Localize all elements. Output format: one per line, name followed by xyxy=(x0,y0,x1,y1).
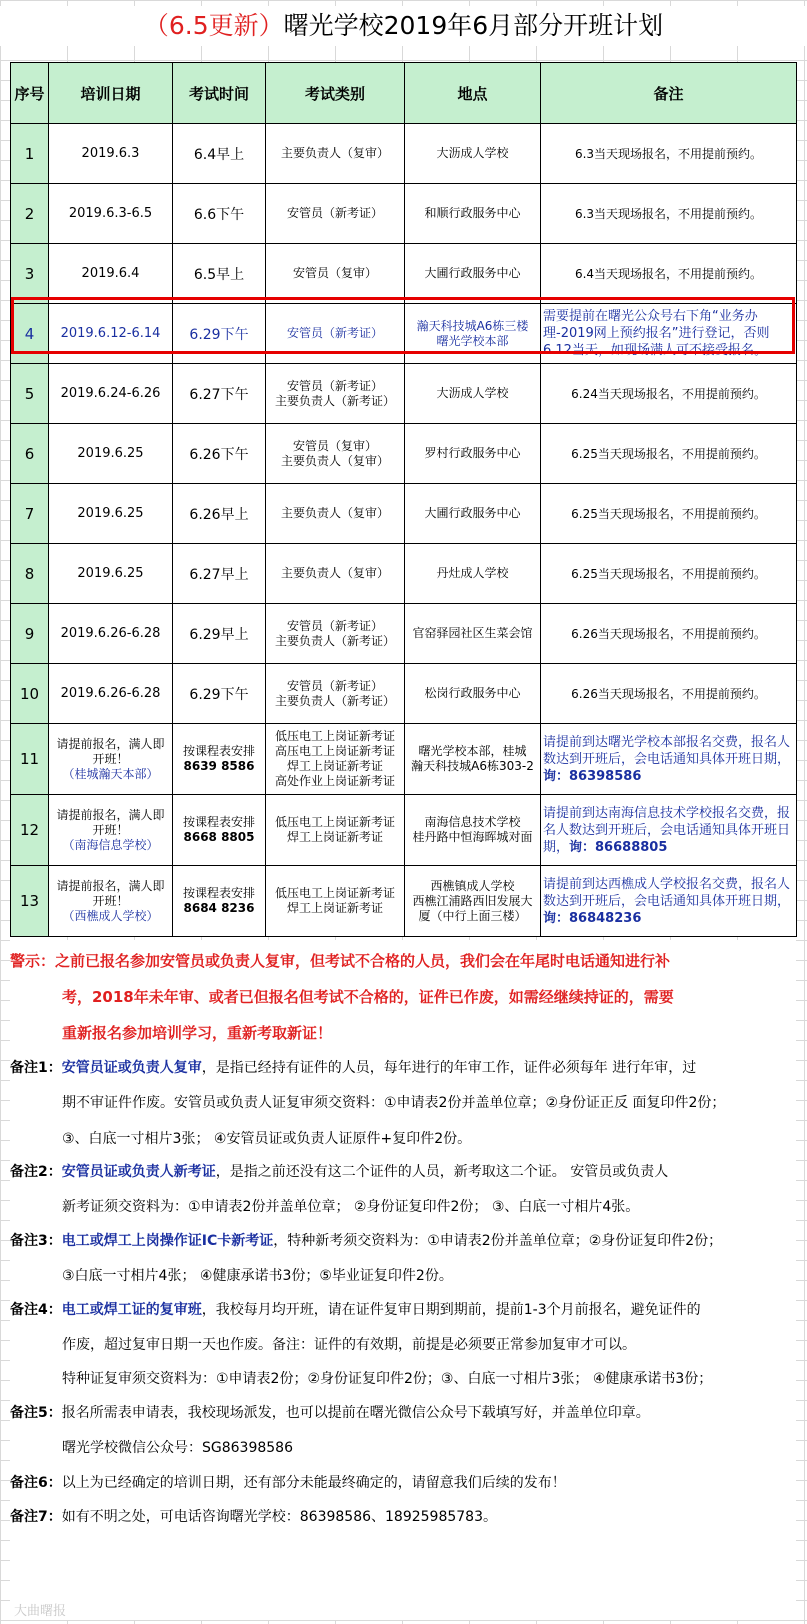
location xyxy=(405,124,541,184)
cell-text: 焊工上岗证新考证 xyxy=(286,759,383,773)
row-number xyxy=(11,364,49,424)
note-text: ，是指之前还没有这二个证件的人员，新考取这二个证。 安管员或负责人 xyxy=(215,1164,669,1180)
cell-text: 4 xyxy=(24,324,35,343)
header-cell: 考试时间 xyxy=(173,63,266,124)
cell-text: 2019.6.25 xyxy=(77,506,144,521)
location xyxy=(405,724,541,795)
cell-text: 大沥成人学校 xyxy=(436,386,509,400)
cell-text: 请提前报名，满人即开班！ xyxy=(56,807,165,837)
note-2-line-2: 新考证须交资料为：①申请表2份并盖单位章； ②身份证复印件2份； ③、白底一寸相片4张。 xyxy=(62,1199,640,1215)
table-row xyxy=(11,184,797,244)
cell-text: 按课程表安排 xyxy=(182,744,255,758)
table-row xyxy=(11,304,797,364)
cell-text: 8639 8586 xyxy=(183,759,255,773)
note-text: ，特种新考须交资料为：①申请表2份并盖单位章；②身份证复印件2份； xyxy=(273,1233,723,1249)
note-2 xyxy=(10,1161,668,1181)
table-row xyxy=(11,866,797,937)
note-1-line-2: 期不审证件作废。安管员或负责人证复审须交资料：①申请表2份并盖单位章；②身份证正反 面复印件2份； xyxy=(62,1095,726,1111)
cell-text: 11 xyxy=(19,750,40,768)
row-number xyxy=(11,795,49,866)
cell-text: （南海信息学校） xyxy=(62,837,159,852)
training-date xyxy=(49,364,173,424)
note-title: 安管员证或负责人新考证 xyxy=(61,1164,216,1180)
training-date xyxy=(49,724,173,795)
cell-text: 2 xyxy=(24,204,35,223)
cell-text: 6.27早上 xyxy=(189,566,249,583)
header-cell: 地点 xyxy=(405,63,541,124)
cell-text: 焊工上岗证新考证 xyxy=(286,901,383,915)
cell-text: 6.26下午 xyxy=(189,446,249,463)
cell-text: 6.3当天现场报名，不用提前预约。 xyxy=(574,207,763,221)
cell-text: 6.27下午 xyxy=(189,386,249,403)
header-cell: 序号 xyxy=(11,63,49,124)
row-number xyxy=(11,184,49,244)
remark xyxy=(541,544,797,604)
row-number xyxy=(11,544,49,604)
cell-text: 曙光学校本部 xyxy=(436,333,509,348)
cell-text: 主要负责人（复审） xyxy=(280,453,389,468)
cell-text: 焊工上岗证新考证 xyxy=(286,830,383,844)
location xyxy=(405,866,541,937)
location xyxy=(405,664,541,724)
exam-category xyxy=(266,664,405,724)
note-label: 备注2： xyxy=(10,1164,62,1180)
cell-text: 丹灶成人学校 xyxy=(436,566,509,580)
cell-text: 和顺行政服务中心 xyxy=(424,206,521,220)
exam-category xyxy=(266,184,405,244)
cell-text: 主要负责人（复审） xyxy=(280,506,389,520)
exam-category xyxy=(266,795,405,866)
exam-category xyxy=(266,604,405,664)
note-text: 报名所需表申请表，我校现场派发，也可以提前在曙光微信公众号下载填写好，并盖单位印章。 xyxy=(61,1405,650,1421)
cell-text: 高处作业上岗证新考证 xyxy=(274,774,395,788)
table-row xyxy=(11,424,797,484)
cell-text: 按课程表安排 xyxy=(182,886,255,900)
cell-text: 6.26当天现场报名，不用提前预约。 xyxy=(571,687,766,701)
table-row xyxy=(11,664,797,724)
row-number xyxy=(11,724,49,795)
training-date xyxy=(49,866,173,937)
cell-text: （桂城瀚天本部） xyxy=(62,766,159,781)
exam-category xyxy=(266,866,405,937)
exam-time xyxy=(173,544,266,604)
remark xyxy=(541,724,797,795)
exam-time xyxy=(173,424,266,484)
cell-text: 厦（中行上面三楼） xyxy=(418,908,527,923)
cell-text: 9 xyxy=(24,624,35,643)
location xyxy=(405,244,541,304)
cell-text: 6.25当天现场报名，不用提前预约。 xyxy=(571,507,766,521)
cell-text: 主要负责人（新考证） xyxy=(274,393,395,408)
cell-text: 10 xyxy=(19,684,40,703)
location xyxy=(405,184,541,244)
row-number xyxy=(11,424,49,484)
cell-text: 2019.6.26-6.28 xyxy=(60,626,161,641)
header-cell: 培训日期 xyxy=(49,63,173,124)
cell-text: 2019.6.25 xyxy=(77,446,144,461)
cell-text: 2019.6.12-6.14 xyxy=(60,326,161,341)
cell-text: 8 xyxy=(24,564,35,583)
cell-text: 安管员（复审） xyxy=(292,438,377,453)
table-row xyxy=(11,364,797,424)
row-number xyxy=(11,484,49,544)
cell-text: 2019.6.4 xyxy=(81,266,140,281)
training-date xyxy=(49,424,173,484)
cell-text: 8668 8805 xyxy=(183,830,255,844)
cell-text: 安管员（复审） xyxy=(292,266,377,280)
cell-text: 瀚天科技城A6栋303-2 xyxy=(411,759,534,773)
exam-category xyxy=(266,424,405,484)
remark xyxy=(541,244,797,304)
cell-text: 主要负责人（复审） xyxy=(280,146,389,160)
row-number xyxy=(11,124,49,184)
cell-text: （西樵成人学校） xyxy=(62,908,159,923)
cell-text: 按课程表安排 xyxy=(182,815,255,829)
note-4 xyxy=(10,1299,701,1319)
cell-text: 询：86398586 xyxy=(543,768,642,784)
location xyxy=(405,484,541,544)
exam-category xyxy=(266,304,405,364)
cell-text: 6 xyxy=(24,444,35,463)
note-label: 备注7： xyxy=(10,1509,62,1525)
warning-line-3: 重新报名参加培训学习，重新考取新证！ xyxy=(62,1024,333,1042)
cell-text: 询：86848236 xyxy=(543,910,642,926)
exam-time xyxy=(173,304,266,364)
cell-text: 2019.6.25 xyxy=(77,566,144,581)
cell-text: 安管员（新考证） xyxy=(286,378,383,393)
cell-text: 大圃行政服务中心 xyxy=(424,506,521,520)
header-cell: 考试类别 xyxy=(266,63,405,124)
cell-text: 6.25当天现场报名，不用提前预约。 xyxy=(571,567,766,581)
training-date xyxy=(49,664,173,724)
table-row xyxy=(11,244,797,304)
exam-category xyxy=(266,364,405,424)
location xyxy=(405,424,541,484)
row-number xyxy=(11,304,49,364)
warning-line-1: 警示：之前已报名参加安管员或负责人复审，但考试不合格的人员，我们会在年尾时电话通知进行补 xyxy=(10,952,671,970)
location xyxy=(405,364,541,424)
exam-category xyxy=(266,124,405,184)
cell-text: 2019.6.26-6.28 xyxy=(60,686,161,701)
remark xyxy=(541,364,797,424)
note-label: 备注4： xyxy=(10,1302,62,1318)
cell-text: 6.26当天现场报名，不用提前预约。 xyxy=(571,627,766,641)
cell-text: 2019.6.3 xyxy=(81,146,140,161)
remark xyxy=(541,795,797,866)
cell-text: 请提前到达曙光学校本部报名交费，报名人数达到开班后，会电话通知具体开班日期， xyxy=(543,734,791,767)
cell-text: 6.29下午 xyxy=(189,326,249,343)
exam-time xyxy=(173,724,266,795)
exam-time xyxy=(173,795,266,866)
location xyxy=(405,795,541,866)
location xyxy=(405,544,541,604)
cell-text: 6.25当天现场报名，不用提前预约。 xyxy=(571,447,766,461)
exam-category xyxy=(266,244,405,304)
cell-text: 5 xyxy=(24,384,35,403)
cell-text: 主要负责人（新考证） xyxy=(274,633,395,648)
training-date xyxy=(49,244,173,304)
cell-text: 瀚天科技城A6栋三楼 xyxy=(416,318,529,333)
location xyxy=(405,604,541,664)
remark xyxy=(541,866,797,937)
note-label: 备注5： xyxy=(10,1405,62,1421)
note-text: ，是指已经持有证件的人员，每年进行的年审工作，证件必须每年 进行年审，过 xyxy=(201,1060,697,1076)
row-number xyxy=(11,604,49,664)
cell-text: 安管员（新考证） xyxy=(286,206,383,220)
cell-text: 西樵江浦路西旧发展大 xyxy=(412,893,533,908)
watermark: 大曲曙报 xyxy=(14,1604,67,1619)
cell-text: 2019.6.24-6.26 xyxy=(60,386,161,401)
exam-time xyxy=(173,184,266,244)
cell-text: 安管员（新考证） xyxy=(286,618,383,633)
cell-text: 曙光学校本部，桂城 xyxy=(418,744,527,758)
cell-text: 3 xyxy=(24,264,35,283)
cell-text: 大圃行政服务中心 xyxy=(424,266,521,280)
cell-text: 请提前报名，满人即开班！ xyxy=(56,736,165,766)
title-update-tag: （6.5更新） xyxy=(143,11,284,40)
note-text: 如有不明之处，可电话咨询曙光学校：86398586、18925985783。 xyxy=(61,1509,497,1525)
cell-text: 需要提前在曙光公众号右下角“业务办理-2019网上预约报名”进行登记，否则6.12当天，如现场满人可不接受报名。 xyxy=(543,309,770,358)
remark xyxy=(541,424,797,484)
cell-text: 高压电工上岗证新考证 xyxy=(274,744,395,758)
cell-text: 主要负责人（复审） xyxy=(280,566,389,580)
row-number xyxy=(11,664,49,724)
cell-text: 6.26早上 xyxy=(189,506,249,523)
cell-text: 主要负责人（新考证） xyxy=(274,693,395,708)
exam-time xyxy=(173,484,266,544)
cell-text: 低压电工上岗证新考证 xyxy=(274,886,395,900)
cell-text: 请提前报名，满人即开班！ xyxy=(56,878,165,908)
training-date xyxy=(49,795,173,866)
cell-text: 南海信息技术学校 xyxy=(424,815,521,829)
cell-text: 6.4当天现场报名，不用提前预约。 xyxy=(574,267,763,281)
remark xyxy=(541,304,797,364)
note-label: 备注1： xyxy=(10,1060,62,1076)
remark xyxy=(541,604,797,664)
training-date xyxy=(49,184,173,244)
note-title: 安管员证或负责人复审 xyxy=(61,1060,202,1076)
cell-text: 1 xyxy=(24,144,35,163)
notes-section xyxy=(10,940,796,1620)
cell-text: 请提前到达南海信息技术学校报名交费，报名人数达到开班后，会电话通知具体开班日期， xyxy=(543,805,791,855)
cell-text: 官窑驿园社区生菜会馆 xyxy=(412,626,533,640)
remark xyxy=(541,484,797,544)
table-row xyxy=(11,724,797,795)
note-6 xyxy=(10,1472,566,1492)
cell-text: 2019.6.3-6.5 xyxy=(68,206,153,221)
cell-text: 8684 8236 xyxy=(183,901,255,915)
exam-category xyxy=(266,544,405,604)
exam-time xyxy=(173,244,266,304)
cell-text: 6.29早上 xyxy=(189,626,249,643)
note-text: 以上为已经确定的培训日期，还有部分未能最终确定的，请留意我们后续的发布！ xyxy=(61,1475,566,1491)
cell-text: 安管员（新考证） xyxy=(286,326,383,340)
cell-text: 7 xyxy=(24,504,35,523)
cell-text: 安管员（新考证） xyxy=(286,678,383,693)
header-cell: 备注 xyxy=(541,63,797,124)
note-1 xyxy=(10,1057,696,1077)
cell-text: 6.29下午 xyxy=(189,686,249,703)
note-4-line-2: 作废，超过复审日期一天也作废。备注：证件的有效期，前提是必须要正常参加复审才可以。 xyxy=(62,1337,636,1353)
cell-text: 请提前到达西樵成人学校报名交费，报名人数达到开班后，会电话通知具体开班日期， xyxy=(543,876,791,909)
cell-text: 询：86688805 xyxy=(569,839,668,855)
cell-text: 低压电工上岗证新考证 xyxy=(274,729,395,743)
cell-text: 西樵镇成人学校 xyxy=(430,878,515,893)
warning-line-2: 考，2018年未年审、或者已但报名但考试不合格的，证件已作废，如需经继续持证的，需要 xyxy=(62,988,674,1006)
remark xyxy=(541,664,797,724)
training-date xyxy=(49,304,173,364)
training-date xyxy=(49,124,173,184)
note-7 xyxy=(10,1506,497,1526)
note-4-line-3: 特种证复审须交资料为：①申请表2份；②身份证复印件2份；③、白底一寸相片3张； ④健康承诺书3份； xyxy=(62,1371,713,1387)
row-number xyxy=(11,866,49,937)
table-row xyxy=(11,484,797,544)
table-row xyxy=(11,795,797,866)
note-5 xyxy=(10,1402,650,1422)
title-main: 曙光学校2019年6月部分开班计划 xyxy=(283,11,664,40)
cell-text: 6.3当天现场报名，不用提前预约。 xyxy=(574,147,763,161)
location xyxy=(405,304,541,364)
training-date xyxy=(49,484,173,544)
cell-text: 桂丹路中恒海晖城对面 xyxy=(412,830,533,844)
cell-text: 6.5早上 xyxy=(193,266,245,283)
exam-category xyxy=(266,724,405,795)
table-header-row xyxy=(11,63,797,124)
cell-text: 大沥成人学校 xyxy=(436,146,509,160)
table-row xyxy=(11,544,797,604)
note-5-line-2: 曙光学校微信公众号：SG86398586 xyxy=(62,1440,293,1456)
schedule-table xyxy=(10,62,797,937)
cell-text: 松岗行政服务中心 xyxy=(424,686,521,700)
note-label: 备注6： xyxy=(10,1475,62,1491)
exam-time xyxy=(173,364,266,424)
cell-text: 12 xyxy=(19,821,40,839)
exam-time xyxy=(173,664,266,724)
exam-time xyxy=(173,124,266,184)
cell-text: 6.6下午 xyxy=(193,206,245,223)
note-label: 备注3： xyxy=(10,1233,62,1249)
cell-text: 13 xyxy=(19,892,40,910)
exam-time xyxy=(173,866,266,937)
cell-text: 罗村行政服务中心 xyxy=(424,446,521,460)
remark xyxy=(541,124,797,184)
exam-time xyxy=(173,604,266,664)
note-text: ，我校每月均开班，请在证件复审日期到期前，提前1-3个月前报名，避免证件的 xyxy=(201,1302,701,1318)
note-title: 电工或焊工证的复审班 xyxy=(61,1302,202,1318)
note-3 xyxy=(10,1230,722,1250)
page-title xyxy=(0,6,807,46)
table-row xyxy=(11,604,797,664)
note-3-line-2: ③白底一寸相片4张； ④健康承诺书3份；⑤毕业证复印件2份。 xyxy=(62,1268,453,1284)
note-title: 电工或焊工上岗操作证IC卡新考证 xyxy=(61,1233,274,1249)
remark xyxy=(541,184,797,244)
exam-category xyxy=(266,484,405,544)
table-row xyxy=(11,124,797,184)
cell-text: 低压电工上岗证新考证 xyxy=(274,815,395,829)
training-date xyxy=(49,604,173,664)
training-date xyxy=(49,544,173,604)
cell-text: 6.4早上 xyxy=(193,146,245,163)
cell-text: 6.24当天现场报名，不用提前预约。 xyxy=(571,387,766,401)
note-1-line-3: ③、白底一寸相片3张； ④安管员证或负责人证原件+复印件2份。 xyxy=(62,1131,472,1147)
row-number xyxy=(11,244,49,304)
